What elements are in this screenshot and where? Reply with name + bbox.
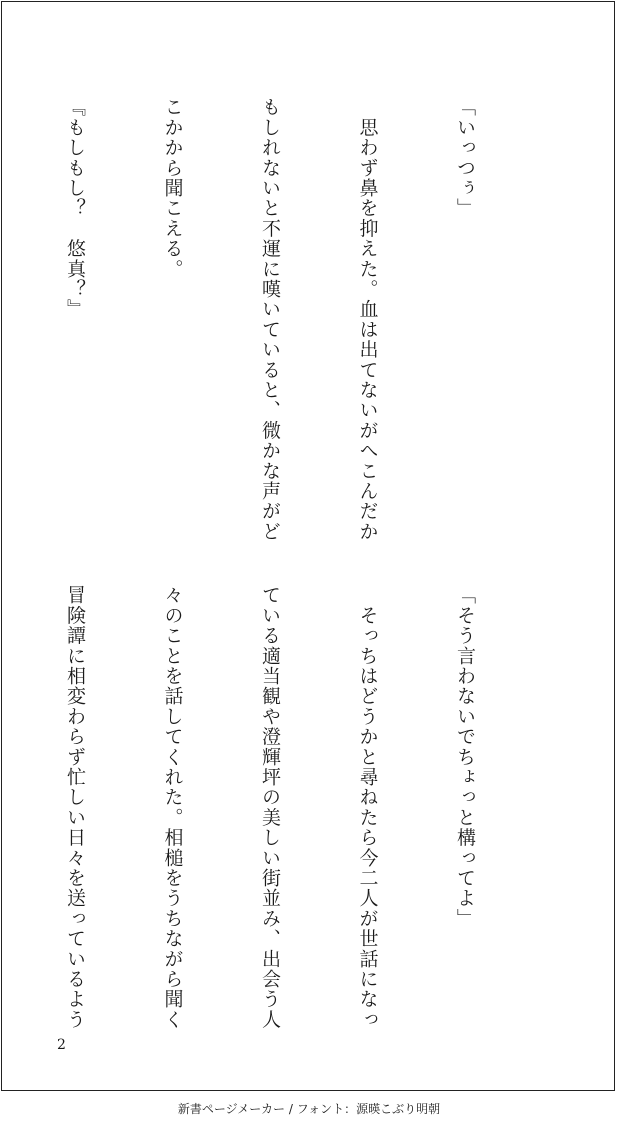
text-column: 々のことを話してくれた。相槌をうちながら聞く — [161, 585, 184, 1030]
footer-credit: 新書ページメーカー / フォント：源暎こぶり明朝 — [177, 1102, 441, 1116]
text-column: もしれないと不運に嘆いていると、微かな声がど — [259, 97, 281, 542]
text-column: 「そう言わないでちょっと構ってよ」 — [454, 585, 476, 929]
lower-text-block — [0, 585, 546, 1030]
text-column: こかから聞こえる。 — [161, 97, 184, 279]
upper-text-block — [0, 97, 546, 542]
text-column: 「いっつぅ」 — [454, 97, 476, 219]
text-column: 『もしもし？ 悠真？』 — [64, 97, 86, 320]
text-column: そっちはどうかと尋ねたら今二人が世話になっ — [356, 585, 379, 1030]
text-column: 冒険譚に相変わらず忙しい日々を送っているよう — [64, 585, 86, 1030]
manuscript-page — [1, 1, 615, 1091]
text-column: 思わず鼻を抑えた。血は出てないがへこんだか — [356, 97, 379, 542]
text-column: ている適当観や澄輝坪の美しい街並み、出会う人 — [259, 585, 281, 1030]
page-number: 2 — [57, 1037, 66, 1053]
